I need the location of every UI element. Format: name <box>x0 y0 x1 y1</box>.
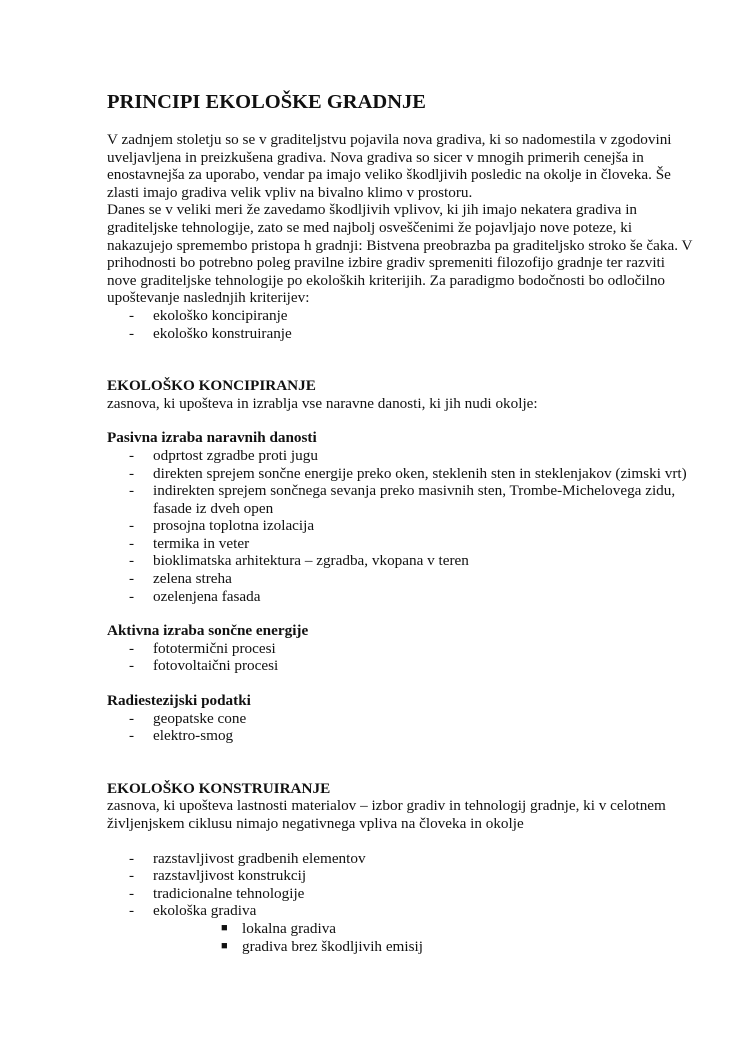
list-item: - razstavljivost konstrukcij <box>129 867 307 885</box>
list-item: - termika in veter <box>129 534 250 552</box>
gradiva-sublist <box>107 920 697 955</box>
koncipiranje-description: zasnova, ki upošteva in izrablja vse naravne danosti, ki jih nudi okolje: <box>107 394 538 412</box>
passive-list <box>107 447 697 605</box>
list-item: - ekološko konstruiranje <box>129 324 292 342</box>
koncipiranje-heading: EKOLOŠKO KONCIPIRANJE <box>107 377 316 395</box>
square-bullet-icon: ■ <box>221 921 228 934</box>
list-item: ■ gradiva brez škodljivih emisij <box>221 937 423 955</box>
konstruiranje-description: zasnova, ki upošteva lastnosti materialov – izbor gradiv in tehnologij gradnje, ki v celotnem življenjskem ciklusu nimajo negativnega vpliva na človeka in okolje <box>107 797 666 832</box>
criteria-list <box>107 307 697 342</box>
document-body <box>107 90 697 955</box>
list-item: - zelena streha <box>129 570 232 588</box>
list-item: - geopatske cone <box>129 709 247 727</box>
radiestezija-heading: Radiestezijski podatki <box>107 692 251 710</box>
list-item: - fotovoltaični procesi <box>129 657 279 675</box>
list-item: - prosojna toplotna izolacija <box>129 517 315 535</box>
intro-paragraph-2: Danes se v veliki meri že zavedamo škodljivih vplivov, ki jih imajo nekatera gradiva in graditeljske tehnologije, zato se med najbolj osveščenimi že pojavljajo nove poteze, ki nakazujejo spremembo pristopa h gradnji: Bistvena preobrazba pa graditeljsko stroko še čaka. V prihodnosti bo potrebno poleg pravilne izbire gradiv spremeniti filozofijo gradnje ter razviti nove graditeljske tehnologije po ekoloških kriterijih. Za paradigmo bodočnosti bo odločilno upoštevanje naslednjih kriterijev: <box>107 201 693 307</box>
intro-paragraph-1: V zadnjem stoletju so se v graditeljstvu pojavila nova gradiva, ki so nadomestila v zgodovini uveljavljena in preizkušena gradiva. Nova gradiva so sicer v mnogih primerih cenejša in enostavnejša za uporabo, vendar pa imajo veliko škodljivih posledic na okolje in človeka. Še zlasti imajo gradiva velik vpliv na bivalno klimo v prostoru. <box>107 131 672 201</box>
active-heading: Aktivna izraba sončne energije <box>107 622 309 640</box>
list-item: - ozelenjena fasada <box>129 587 261 605</box>
square-bullet-icon: ■ <box>221 939 228 952</box>
list-item: - fototermični procesi <box>129 639 276 657</box>
passive-heading: Pasivna izraba naravnih danosti <box>107 429 317 447</box>
list-item: - tradicionalne tehnologije <box>129 884 305 902</box>
list-item: - direkten sprejem sončne energije preko oken, steklenih sten in steklenjakov (zimski vrt) <box>129 464 687 482</box>
konstruiranje-heading: EKOLOŠKO KONSTRUIRANJE <box>107 779 331 797</box>
list-item: - indirekten sprejem sončnega sevanja preko masivnih sten, Trombe-Michelovega zidu, fasade iz dveh open <box>129 482 676 517</box>
list-item: ■ lokalna gradiva <box>221 919 337 937</box>
radiestezija-list <box>107 710 697 745</box>
list-item: - elektro-smog <box>129 727 234 745</box>
list-item: - ekološko koncipiranje <box>129 306 288 324</box>
list-item: - bioklimatska arhitektura – zgradba, vkopana v teren <box>129 552 469 570</box>
list-item: - razstavljivost gradbenih elementov <box>129 849 366 867</box>
active-list <box>107 640 697 675</box>
konstruiranje-list <box>107 850 697 920</box>
list-item: - odprtost zgradbe proti jugu <box>129 446 318 464</box>
page-title: PRINCIPI EKOLOŠKE GRADNJE <box>107 91 426 113</box>
list-item: - ekološka gradiva <box>129 902 257 920</box>
